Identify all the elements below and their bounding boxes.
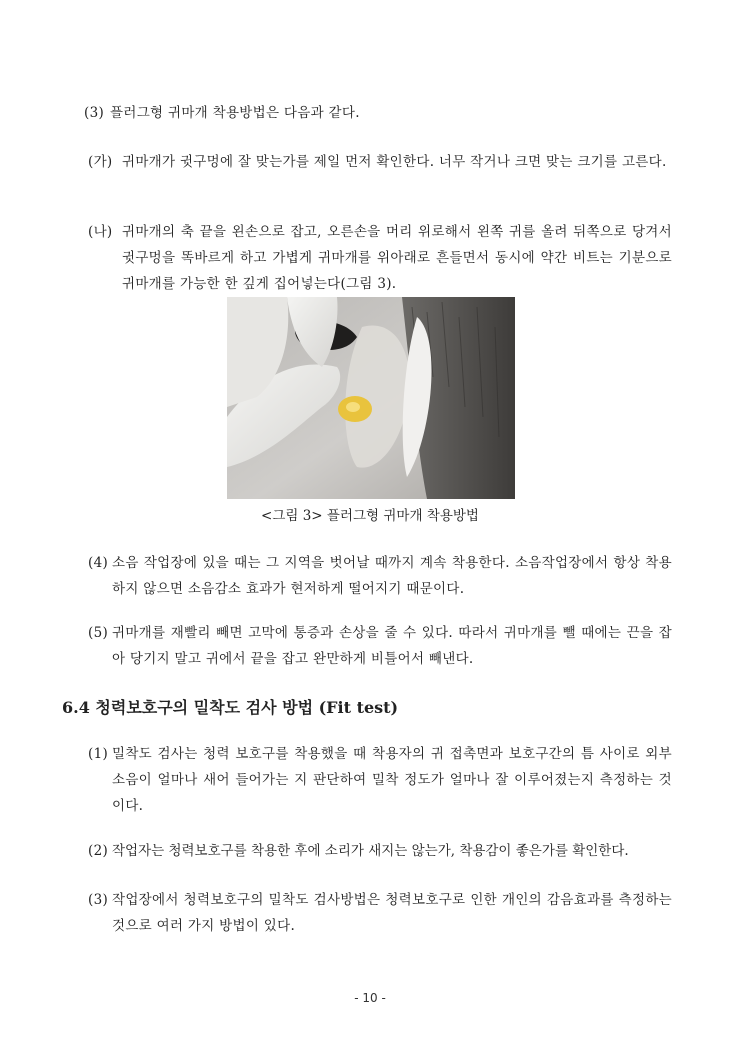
section-heading: 6.4 청력보호구의 밀착도 검사 방법 (Fit test) <box>62 698 399 717</box>
paragraph-worker-check <box>88 838 672 864</box>
item-number: (4) <box>88 555 109 571</box>
paragraph-check-fit <box>88 149 672 175</box>
item-number: (3) <box>88 892 109 908</box>
paragraph-text: 소음 작업장에 있을 때는 그 지역을 벗어날 때까지 계속 착용한다. 소음작업장에서 항상 착용하지 않으면 소음감소 효과가 현저하게 떨어지기 때문이다. <box>112 555 672 597</box>
paragraph-text: 작업자는 청력보호구를 착용한 후에 소리가 새지는 않는가, 착용감이 좋은가를 확인한다. <box>112 843 629 859</box>
item-number: (3) <box>84 105 105 121</box>
paragraph-text: 플러그형 귀마개 착용방법은 다음과 같다. <box>110 105 360 121</box>
figure-caption: <그림 3> 플러그형 귀마개 착용방법 <box>261 508 479 524</box>
paragraph-fit-test-definition <box>88 741 672 819</box>
page-number: - 10 - <box>354 991 386 1005</box>
item-number: (나) <box>88 224 113 240</box>
paragraph-text: 밀착도 검사는 청력 보호구를 착용했을 때 착용자의 귀 접촉면과 보호구간의 틈 사이로 외부 소음이 얼마나 새어 들어가는 지 판단하여 밀착 정도가 얼마나 잘 이루어졌는지 측정하는 것이다. <box>112 746 672 814</box>
item-number: (2) <box>88 843 109 859</box>
paragraph-text: 작업장에서 청력보호구의 밀착도 검사방법은 청력보호구로 인한 개인의 감음효과를 측정하는 것으로 여러 가지 방법이 있다. <box>112 892 672 934</box>
item-number: (1) <box>88 746 109 762</box>
paragraph-removal <box>88 620 672 672</box>
item-number: (5) <box>88 625 109 641</box>
paragraph-text: 귀마개를 재빨리 빼면 고막에 통증과 손상을 줄 수 있다. 따라서 귀마개를 뺄 때에는 끈을 잡아 당기지 말고 귀에서 끝을 잡고 완만하게 비틀어서 빼낸다. <box>112 625 672 667</box>
paragraph-text: 귀마개의 축 끝을 왼손으로 잡고, 오른손을 머리 위로해서 왼쪽 귀를 올려 뒤쪽으로 당겨서 귓구멍을 똑바르게 하고 가볍게 귀마개를 위아래로 흔들면서 동시에 약간 비트는 기분으로 귀마개를 가능한 한 깊게 집어넣는다(그림 3). <box>122 224 672 292</box>
paragraph-insert-earplug <box>88 219 672 297</box>
paragraph-text: 귀마개가 귓구멍에 잘 맞는가를 제일 먼저 확인한다. 너무 작거나 크면 맞는 크기를 고른다. <box>122 154 667 170</box>
paragraph-plug-earplug-method <box>84 100 684 126</box>
paragraph-fit-test-methods <box>88 887 672 939</box>
item-number: (가) <box>88 154 113 170</box>
earplug-insertion-photo <box>227 297 515 499</box>
paragraph-continuous-wear <box>88 550 672 602</box>
